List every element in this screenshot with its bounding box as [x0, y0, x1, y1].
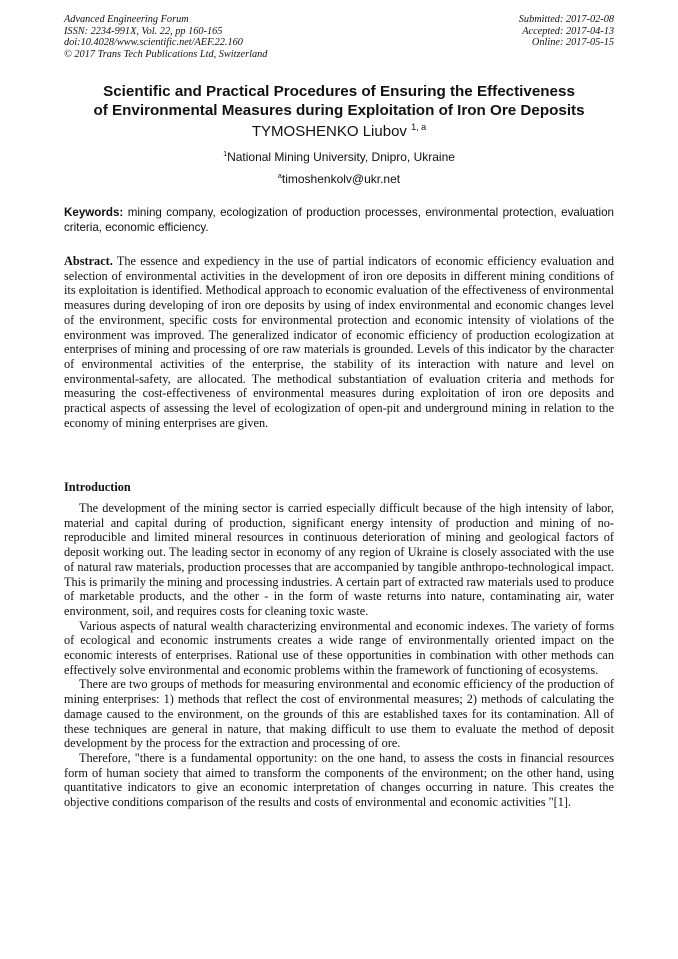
- journal-name: Advanced Engineering Forum: [64, 14, 189, 25]
- keywords-block: [64, 205, 614, 236]
- title-line-2: of Environmental Measures during Exploitation of Iron Ore Deposits: [93, 102, 585, 119]
- keywords-text: mining company, ecologization of production processes, environmental protection, evaluation criteria, economic efficiency.: [64, 206, 614, 235]
- keywords-label: Keywords:: [64, 206, 124, 219]
- author-line: [0, 123, 678, 141]
- author-name: TYMOSHENKO Liubov: [251, 123, 407, 140]
- introduction-body: [64, 501, 614, 810]
- title-line-1: Scientific and Practical Procedures of Ensuring the Effectiveness: [103, 83, 575, 100]
- abstract-label: Abstract.: [64, 254, 113, 268]
- author-marks: 1, a: [411, 122, 427, 132]
- affiliation: [0, 150, 678, 164]
- journal-info: [64, 14, 267, 60]
- accepted-date: Accepted: 2017-04-13: [522, 25, 614, 37]
- email-mark: a: [277, 171, 282, 180]
- doi-line: doi:10.4028/www.scientific.net/AEF.22.160: [64, 37, 243, 49]
- author-email: [0, 172, 678, 186]
- affiliation-text: National Mining University, Dnipro, Ukraine: [227, 150, 455, 164]
- affiliation-mark: 1: [223, 149, 228, 158]
- publication-dates: [519, 14, 614, 49]
- abstract-text: The essence and expediency in the use of partial indicators of economic efficiency evaluation and selection of environmental activities in the development of iron ore deposits in different mining conditions of its exploitation is identified. Methodical approach to economic evaluation of the effectiveness of environmental measures during developing of iron ore deposits by using of index environmental and economic changes level of the environment, specific costs for environmental protection and economic intensity of violations of the environment was improved. The generalized indicator of economic efficiency of production ecologization at enterprises of mining and processing of ore raw materials is grounded. Levels of this indicator by the character of environmental activities of the enterprise, the stability of its interaction with nature and level on environmental-safety, are allocated. The methodical substantiation of evaluation criteria and methods for measuring the cost-effectiveness of environmental measures during exploitation of iron ore deposits and practical aspects of assessing the level of ecologization of open-pit and underground mining in relation to the economy of mining enterprises are given.: [64, 254, 614, 430]
- abstract-block: [64, 254, 614, 430]
- paragraph: There are two groups of methods for measuring environmental and economic efficiency of the production of mining enterprises: 1) methods that reflect the cost of environmental measures; 2) methods of calculating the damage caused to the environment, on the grounds of this are established taxes for its contamination. All of these techniques are general in nature, that making difficult to use them to evaluate the method of deposit development by the process for the extraction and processing of ore.: [64, 677, 614, 751]
- paragraph: Various aspects of natural wealth characterizing environmental and economic indexes. The variety of forms of ecological and economic instruments creates a wide range of environmentally oriented impact on the economic interests of enterprises. Rational use of these opportunities in combination with other methods can effectively solve environmental and economic problems within the framework of functioning of ecosystems.: [64, 618, 614, 677]
- copyright-line: © 2017 Trans Tech Publications Ltd, Switzerland: [64, 48, 268, 60]
- section-heading-introduction: Introduction: [64, 480, 131, 494]
- paper-title: [48, 82, 630, 120]
- issn-line: ISSN: 2234-991X, Vol. 22, pp 160-165: [64, 25, 223, 37]
- submitted-date: Submitted: 2017-02-08: [518, 14, 614, 25]
- paragraph: Therefore, "there is a fundamental opportunity: on the one hand, to assess the costs in financial resources form of human society that aimed to transform the components of the environment; on the other hand, using quantitative indicators to give an economic interpretation of changes occurring in nature. This creates the objective conditions comparison of the results and costs of environmental and economic activities "[1].: [64, 750, 614, 810]
- online-date: Online: 2017-05-15: [531, 37, 614, 49]
- email-text[interactable]: timoshenkolv@ukr.net: [281, 172, 401, 186]
- paragraph: The development of the mining sector is carried especially difficult because of the high intensity of labor, material and capital during of production, significant energy intensity of production and mining of no-reproducible and limited mineral resources in continuous deterioration of mining and geological factors of deposit working out. The leading sector in economy of any region of Ukraine is closely associated with the use of natural raw materials, production processes that are accompanied by tangible anthropo-technological impact. This is primarily the mining and processing industries. A certain part of extracted raw materials used to produce of marketable products, and the other - in the form of waste returns into nature, contaminating air, water environment, soil, and requires costs for cleaning toxic waste.: [64, 501, 614, 618]
